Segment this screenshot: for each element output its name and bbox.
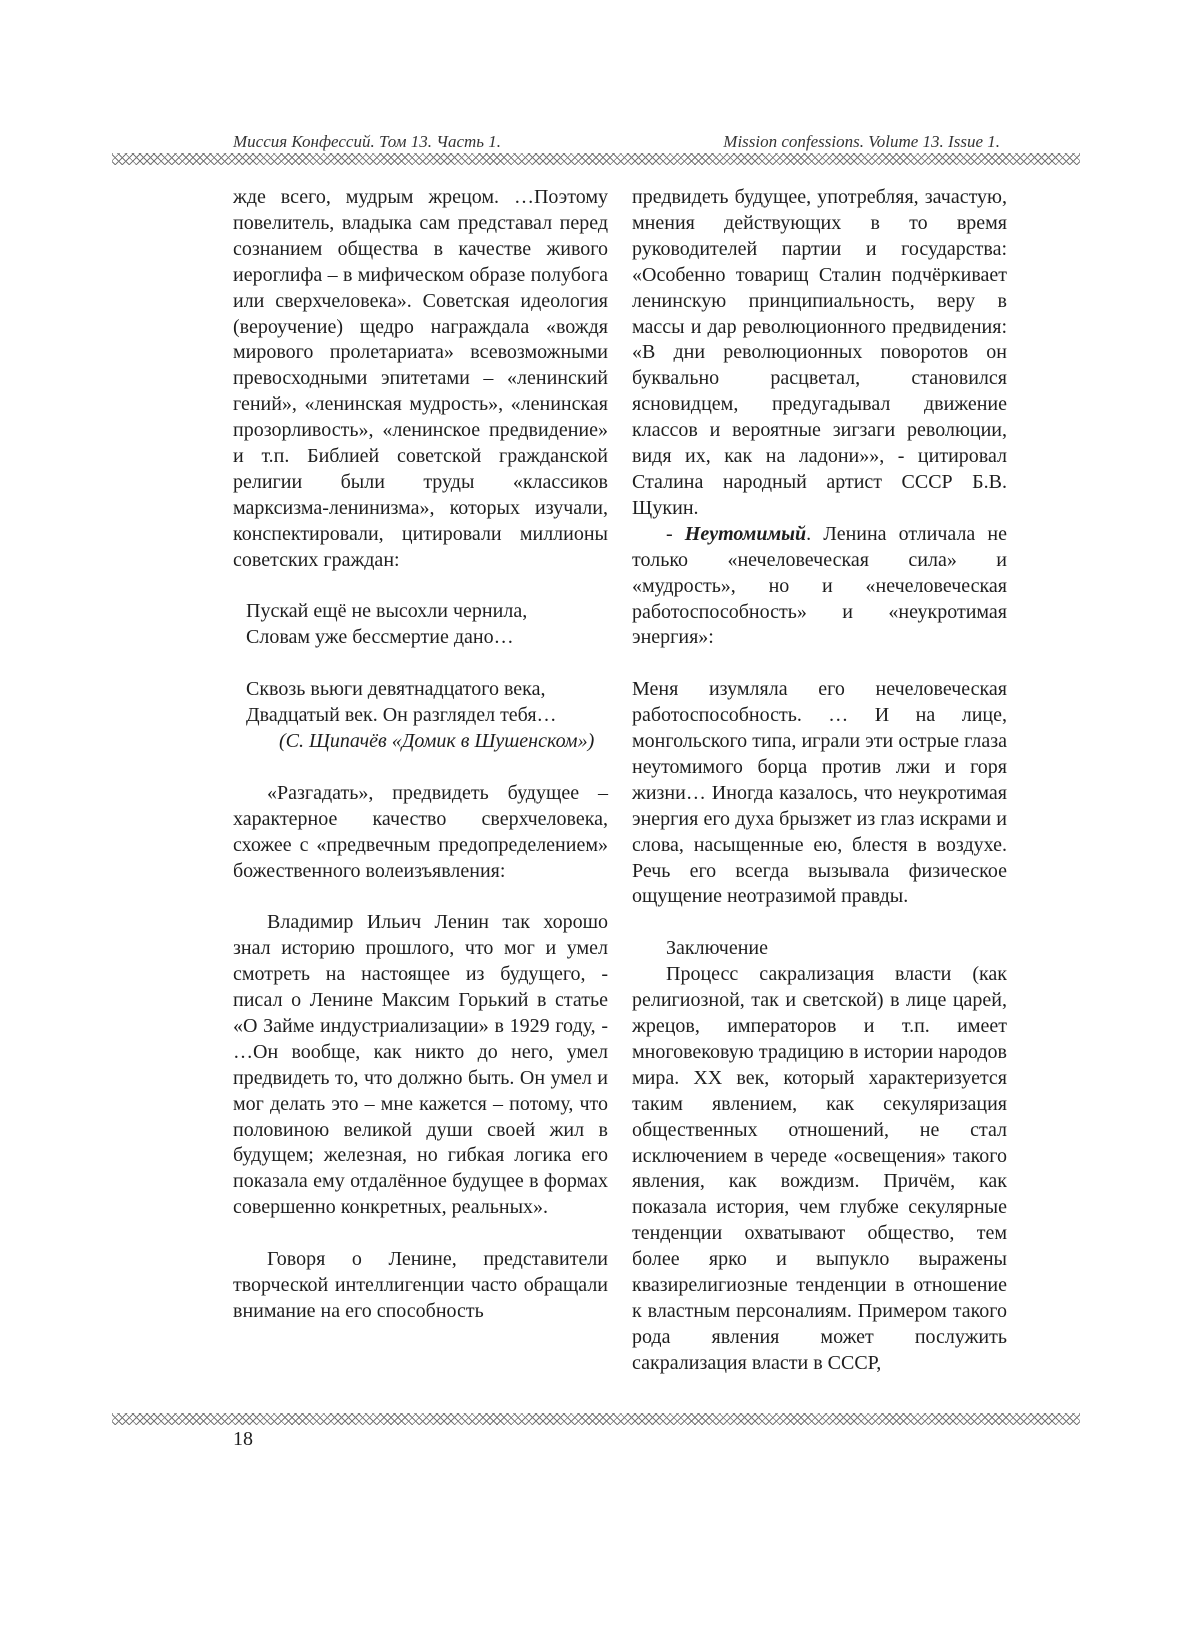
- verse-line: Словам уже бессмертие дано…: [246, 626, 514, 649]
- poem-attribution: (С. Щипачёв «Домик в Шушенском»): [279, 730, 595, 752]
- conclusion-paragraph: Процесс сакрализация власти (как религиозной, так и светской) в лице царей, жрецов, императоров и т.п. имеет многовековую традицию в истории народов мира. XX век, который характеризуется таким явлением, как секуляризация общественных отношений, не стал исключением в череде «освещения» такого явления, как вождизм. Причём, как показала история, чем глубже секулярные тенденции охватывают общество, тем более ярко и выпукло выражены квазирелигиозные тенденции в отношение к властным персоналиям. Примером такого рода явления может послужить сакрализация власти в СССР,: [632, 963, 1007, 1374]
- left-paragraph-4: Говоря о Ленине, представители творческой интеллигенции часто обращали внимание на его способность: [233, 1248, 608, 1322]
- page-number: 18: [233, 1428, 253, 1450]
- dash: -: [666, 522, 685, 545]
- verse-line: Сквозь вьюги девятнадцатого века,: [246, 678, 546, 701]
- verse-line: Двадцатый век. Он разглядел тебя…: [246, 704, 557, 727]
- left-paragraph-2: «Разгадать», предвидеть будущее – характерное качество сверхчеловека, схожее с «предвечным предопределением» божественного волеизъявления:: [233, 781, 608, 882]
- verse-line: Пускай ещё не высохли чернила,: [246, 600, 528, 623]
- running-header-right: Mission confessions. Volume 13. Issue 1.: [723, 132, 1000, 151]
- right-paragraph-1: предвидеть будущее, употребляя, зачастую, мнения действующих в то время руководителей партии и государства: «Особенно товарищ Сталин подчёркивает ленинскую принципиальность, веру в массы и дар революционного предвидения: «В дни революционных поворотов он буквально расцветал, становился ясновидцем, предугадывал движение классов и вероятные зигзаги революции, видя их, как на ладони»», - цитировал Сталина народный артист СССР Б.В. Щукин.: [632, 186, 1007, 519]
- block-quote: Меня изумляла его нечеловеческая работоспособность. … И на лице, монгольского типа, играли эти острые глаза неутомимого борца против лжи и горя жизни… Иногда казалось, что неукротимая энергия его духа брызжет из глаз искрами и слова, насыщенные ею, блестя в воздухе. Речь его всегда вызывала физическое ощущение неотразимой правды.: [632, 678, 1007, 908]
- bottom-ornament-rule: [112, 1413, 1080, 1425]
- poem-quote: [233, 599, 608, 754]
- section-heading: Заключение: [666, 937, 768, 960]
- gorky-quote: Владимир Ильич Ленин так хорошо знал историю прошлого, что мог и умел смотреть на настоящее из будущего, - писал о Ленине Максим Горький в статье «О Займе индустриализации» в 1929 году, - …Он вообще, как никто до него, умел предвидеть то, что должно быть. Он умел и мог делать это – мне кажется – потому, что половиною великой души своей жил в будущем; железная, но гибкая логика его показала ему отдалённое будущее в формах совершенно конкретных, реальных».: [233, 911, 608, 1219]
- right-column: [632, 185, 1007, 1377]
- right-paragraph-2: [632, 522, 1007, 652]
- left-paragraph-1: жде всего, мудрым жрецом. …Поэтому повелитель, владыка сам представал перед сознанием общества в качестве живого иероглифа – в мифическом образе полубога или сверхчеловека». Советская идеология (вероучение) щедро награждала «вождя мирового пролетариата» всевозможными превосходными эпитетами – «ленинский гений», «ленинская мудрость», «ленинская прозорливость», «ленинское предвидение» и т.п. Библией советской гражданской религии были труды «классиков марксизма-ленинизма», которых изучали, конспектировали, цитировали миллионы советских граждан:: [233, 186, 608, 571]
- term-bold: Неутомимый: [684, 522, 807, 545]
- running-header-left: Миссия Конфессий. Том 13. Часть 1.: [233, 132, 502, 151]
- right-paragraph-2-text: . Ленина отличала не только «нечеловеческая сила» и «мудрость», но и «нечеловеческая работоспособность» и «неукротимая энергия»:: [632, 522, 1007, 649]
- left-column: [233, 185, 608, 1325]
- top-ornament-rule: [112, 153, 1080, 165]
